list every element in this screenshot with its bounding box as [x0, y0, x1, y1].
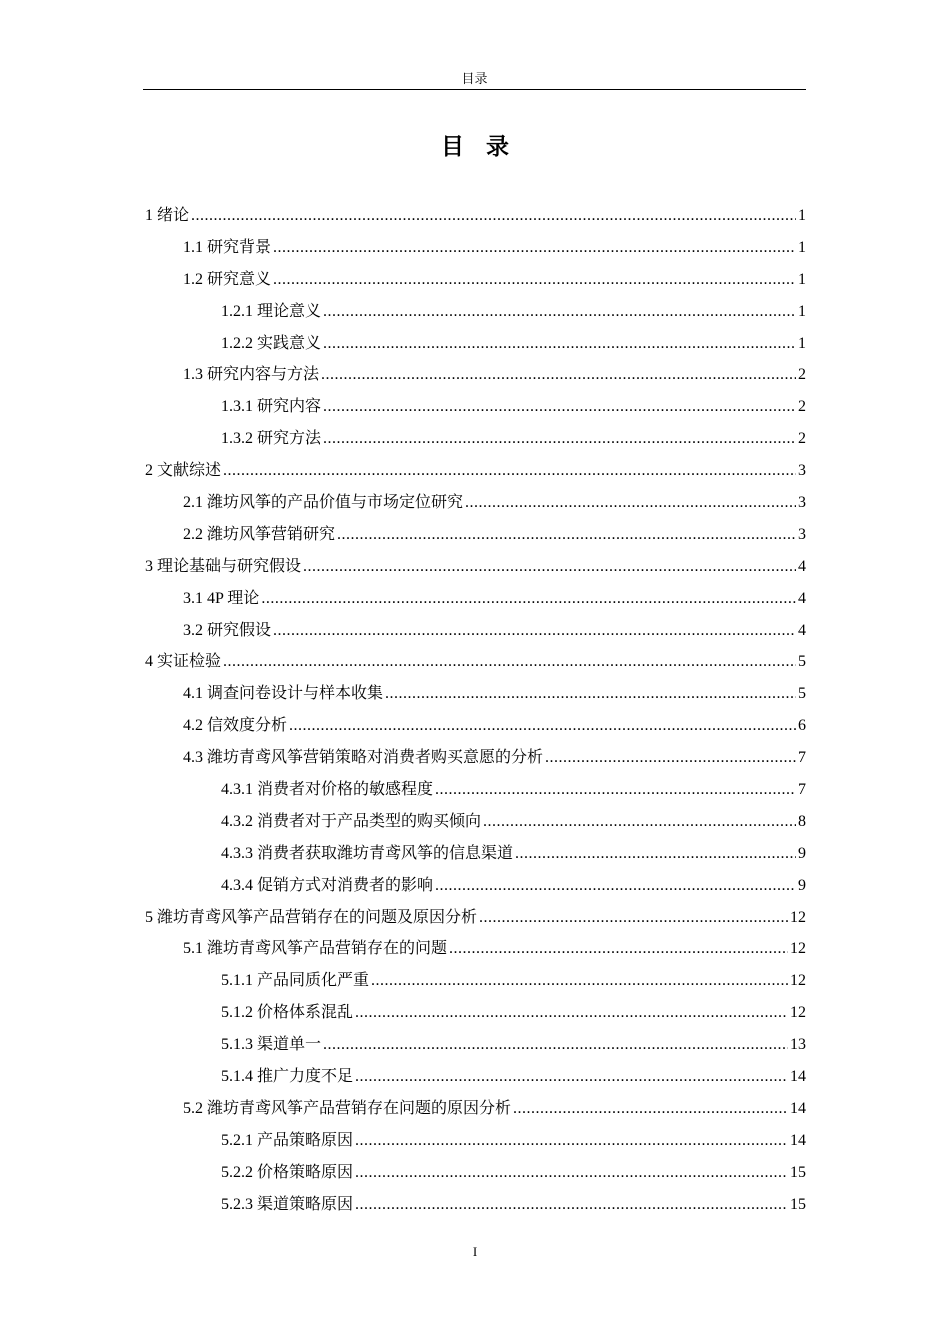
toc-entry-label: 5.2 潍坊青鸢风筝产品营销存在问题的原因分析	[183, 1099, 512, 1117]
toc-entry-label: 1.3 研究内容与方法	[183, 366, 320, 384]
toc-entry-page: 6	[798, 717, 806, 735]
toc-entry[interactable]	[145, 778, 806, 810]
toc-entry-label: 5.2.1 产品策略原因	[221, 1131, 354, 1149]
toc-entry[interactable]	[145, 874, 806, 906]
toc-entry[interactable]	[145, 268, 806, 300]
toc-entry[interactable]	[145, 714, 806, 746]
toc-entry-page: 4	[798, 589, 806, 607]
dot-leader	[223, 459, 796, 483]
dot-leader	[323, 395, 796, 419]
header-divider	[143, 89, 806, 90]
toc-entry[interactable]	[145, 1065, 806, 1097]
toc-entry-label: 1.2 研究意义	[183, 270, 272, 288]
toc-entry-page: 4	[798, 557, 806, 575]
dot-leader	[371, 969, 788, 993]
dot-leader	[435, 874, 796, 898]
toc-entry[interactable]	[145, 1033, 806, 1065]
toc-entry-label: 5.2.3 渠道策略原因	[221, 1195, 354, 1213]
running-header: 目录	[461, 71, 488, 86]
toc-entry[interactable]	[145, 300, 806, 332]
dot-leader	[355, 1193, 788, 1217]
dot-leader	[355, 1065, 788, 1089]
toc-entry-page: 1	[798, 302, 806, 320]
toc-entry[interactable]	[145, 523, 806, 555]
table-of-contents	[145, 204, 806, 1225]
toc-entry[interactable]	[145, 236, 806, 268]
toc-entry-page: 15	[790, 1163, 806, 1181]
toc-entry-label: 4.3.3 消费者获取潍坊青鸢风筝的信息渠道	[221, 844, 514, 862]
toc-entry[interactable]	[145, 810, 806, 842]
toc-entry-page: 14	[790, 1099, 806, 1117]
dot-leader	[323, 332, 796, 356]
toc-entry[interactable]	[145, 1129, 806, 1161]
toc-entry-page: 12	[790, 908, 806, 926]
dot-leader	[355, 1001, 788, 1025]
toc-entry[interactable]	[145, 427, 806, 459]
toc-entry-page: 12	[790, 1004, 806, 1022]
toc-entry[interactable]	[145, 1097, 806, 1129]
toc-entry[interactable]	[145, 363, 806, 395]
toc-entry[interactable]	[145, 1161, 806, 1193]
toc-entry-label: 1 绪论	[145, 207, 190, 224]
toc-entry-label: 3.2 研究假设	[183, 621, 272, 639]
dot-leader	[513, 1097, 788, 1121]
dot-leader	[223, 650, 796, 674]
dot-leader	[515, 842, 796, 866]
toc-entry-page: 5	[798, 653, 806, 671]
toc-entry-label: 4.3.4 促销方式对消费者的影响	[221, 876, 434, 894]
toc-entry-label: 3.1 4P 理论	[183, 589, 260, 607]
toc-entry[interactable]	[145, 746, 806, 778]
toc-entry-label: 5.1 潍坊青鸢风筝产品营销存在的问题	[183, 940, 448, 958]
dot-leader	[191, 204, 796, 228]
toc-entry-page: 2	[798, 430, 806, 448]
toc-entry[interactable]	[145, 459, 806, 491]
toc-entry-label: 4.3.1 消费者对价格的敏感程度	[221, 781, 434, 799]
toc-entry-page: 2	[798, 398, 806, 416]
toc-entry-page: 8	[798, 812, 806, 830]
toc-entry-label: 5 潍坊青鸢风筝产品营销存在的问题及原因分析	[145, 908, 478, 926]
toc-entry-label: 5.1.3 渠道单一	[221, 1036, 322, 1054]
dot-leader	[465, 491, 796, 515]
toc-entry-label: 2.1 潍坊风筝的产品价值与市场定位研究	[183, 494, 464, 512]
dot-leader	[273, 268, 796, 292]
dot-leader	[323, 427, 796, 451]
toc-entry[interactable]	[145, 395, 806, 427]
dot-leader	[449, 937, 788, 961]
toc-entry-page: 4	[798, 621, 806, 639]
dot-leader	[321, 363, 796, 387]
dot-leader	[435, 778, 796, 802]
toc-entry-page: 3	[798, 494, 806, 512]
page-number: I	[472, 1244, 478, 1259]
dot-leader	[483, 810, 796, 834]
toc-entry-page: 12	[790, 940, 806, 958]
toc-entry-page: 13	[790, 1036, 806, 1054]
toc-entry-page: 1	[798, 334, 806, 352]
toc-entry-page: 9	[798, 876, 806, 894]
toc-entry[interactable]	[145, 1193, 806, 1225]
toc-entry-page: 5	[798, 685, 806, 703]
dot-leader	[273, 236, 796, 260]
dot-leader	[273, 619, 796, 643]
dot-leader	[479, 906, 788, 930]
dot-leader	[337, 523, 796, 547]
toc-entry[interactable]	[145, 332, 806, 364]
toc-entry[interactable]	[145, 969, 806, 1001]
toc-entry-label: 4.1 调查问卷设计与样本收集	[183, 685, 384, 703]
dot-leader	[323, 1033, 788, 1057]
toc-entry-label: 5.1.1 产品同质化严重	[221, 972, 370, 990]
toc-entry-page: 15	[790, 1195, 806, 1213]
toc-entry-label: 2.2 潍坊风筝营销研究	[183, 525, 336, 543]
toc-entry[interactable]	[145, 555, 806, 587]
toc-entry[interactable]	[145, 619, 806, 651]
dot-leader	[355, 1129, 788, 1153]
toc-entry-label: 4.3.2 消费者对于产品类型的购买倾向	[221, 812, 482, 830]
toc-entry-page: 14	[790, 1068, 806, 1086]
toc-entry-label: 1.2.2 实践意义	[221, 334, 322, 352]
dot-leader	[303, 555, 796, 579]
toc-entry-label: 4.2 信效度分析	[183, 717, 288, 735]
dot-leader	[385, 682, 796, 706]
toc-entry-label: 1.3.2 研究方法	[221, 430, 322, 448]
toc-entry-label: 2 文献综述	[145, 462, 222, 480]
toc-entry-page: 2	[798, 366, 806, 384]
toc-entry[interactable]	[145, 937, 806, 969]
dot-leader	[355, 1161, 788, 1185]
page-title: 目录	[441, 134, 531, 159]
toc-entry[interactable]	[145, 842, 806, 874]
toc-entry-page: 7	[798, 749, 806, 767]
dot-leader	[323, 300, 796, 324]
toc-entry[interactable]	[145, 906, 806, 938]
toc-entry[interactable]	[145, 587, 806, 619]
toc-entry-page: 1	[798, 207, 806, 224]
dot-leader	[261, 587, 796, 611]
toc-entry-label: 1.3.1 研究内容	[221, 398, 322, 416]
toc-entry-page: 1	[798, 238, 806, 256]
toc-entry-label: 1.1 研究背景	[183, 238, 272, 256]
toc-entry[interactable]	[145, 1001, 806, 1033]
toc-entry[interactable]	[145, 682, 806, 714]
toc-entry-label: 5.1.4 推广力度不足	[221, 1068, 354, 1086]
dot-leader	[545, 746, 796, 770]
toc-entry[interactable]	[145, 204, 806, 236]
toc-entry[interactable]	[145, 650, 806, 682]
toc-entry-label: 1.2.1 理论意义	[221, 302, 322, 320]
toc-entry[interactable]	[145, 491, 806, 523]
dot-leader	[289, 714, 796, 738]
toc-entry-label: 5.2.2 价格策略原因	[221, 1163, 354, 1181]
toc-entry-page: 14	[790, 1131, 806, 1149]
toc-entry-page: 1	[798, 270, 806, 288]
toc-entry-page: 3	[798, 462, 806, 480]
toc-entry-label: 3 理论基础与研究假设	[145, 557, 302, 575]
toc-entry-label: 4.3 潍坊青鸢风筝营销策略对消费者购买意愿的分析	[183, 749, 544, 767]
toc-entry-page: 12	[790, 972, 806, 990]
toc-entry-page: 9	[798, 844, 806, 862]
toc-entry-label: 5.1.2 价格体系混乱	[221, 1004, 354, 1022]
toc-entry-label: 4 实证检验	[145, 653, 222, 671]
toc-entry-page: 3	[798, 525, 806, 543]
toc-entry-page: 7	[798, 781, 806, 799]
